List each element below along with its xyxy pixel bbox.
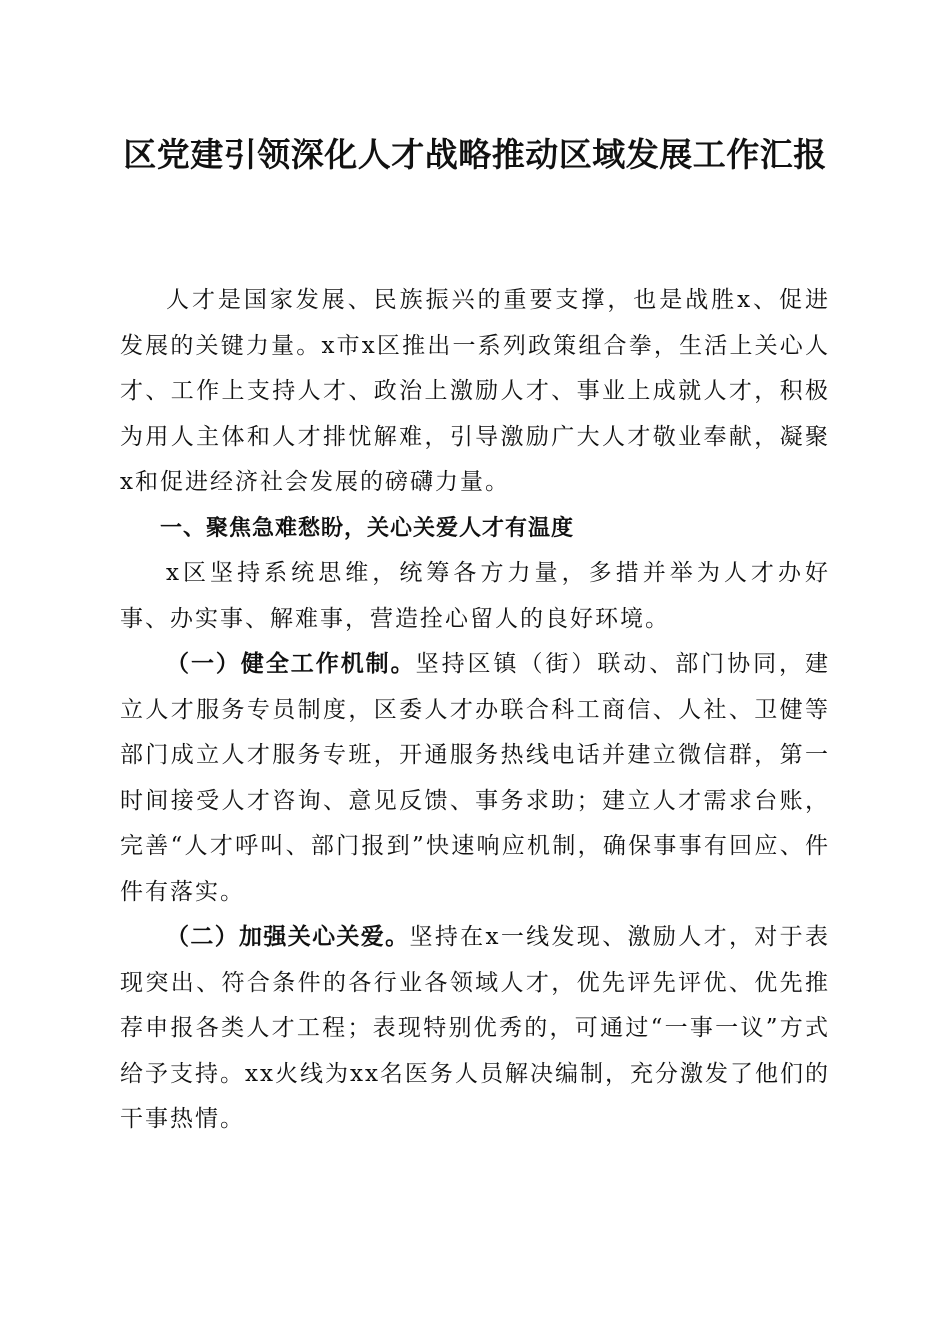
document-title: 区党建引领深化人才战略推动区域发展工作汇报 (123, 135, 827, 174)
intro-paragraph: 人才是国家发展、民族振兴的重要支撑，也是战胜x、促进发展的关键力量。x市x区推出一系列政策组合拳，生活上关心人才、工作上支持人才、政治上激励人才、事业上成就人才，积极为用人主体和人才排忧解难，引导激励广大人才敬业奉献，凝聚x和促进经济社会发展的磅礴力量。 (120, 287, 830, 495)
subsection-text: 坚持在x一线发现、激励人才，对于表现突出、符合条件的各行业各领域人才，优先评先评优、优先推荐申报各类人才工程；表现特别优秀的，可通过“一事一议”方式给予支持。xx火线为xx名医务人员解决编制，充分激发了他们的干事热情。 (120, 924, 830, 1132)
subsection-heading: （二）加强关心关爱。 (166, 924, 410, 950)
subsection-paragraph (120, 642, 830, 915)
subsection-paragraph (120, 915, 830, 1143)
subsection-text: 坚持区镇（街）联动、部门协同，建立人才服务专员制度，区委人才办联合科工商信、人社、卫健等部门成立人才服务专班，开通服务热线电话并建立微信群，第一时间接受人才咨询、意见反馈、事务求助；建立人才需求台账，完善“人才呼叫、部门报到”快速响应机制，确保事事有回应、件件有落实。 (120, 651, 831, 905)
section-lead-paragraph: x区坚持系统思维，统筹各方力量，多措并举为人才办好事、办实事、解难事，营造拴心留人的良好环境。 (120, 560, 830, 632)
document-body (120, 278, 830, 1143)
subsection-heading: （一）健全工作机制。 (166, 651, 416, 677)
section-heading: 一、聚焦急难愁盼，关心关爱人才有温度 (160, 515, 575, 541)
